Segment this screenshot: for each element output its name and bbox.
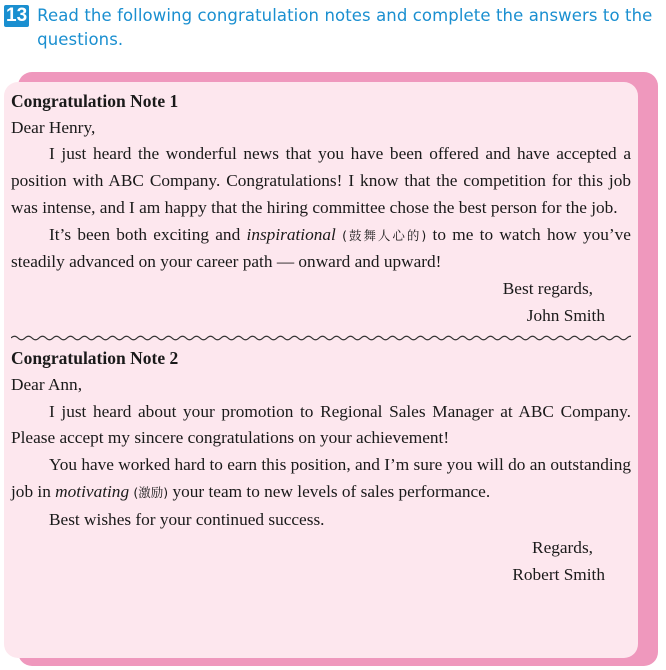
note-2-paragraph-1: I just heard about your promotion to Regional Sales Manager at ABC Company. Please accept my sincere congratulations on your achievement!	[11, 401, 631, 448]
note-2-term-gloss: (激励)	[133, 484, 169, 500]
note-2	[11, 345, 631, 588]
question-instruction: Read the following congratulation notes and complete the answers to the questions.	[37, 6, 653, 49]
note-2-closing: Regards,	[532, 538, 593, 558]
note-1-term-gloss: (鼓舞人心的)	[342, 227, 427, 243]
note-2-title: Congratulation Note 2	[11, 348, 179, 369]
note-1-paragraph-2-end: to me to watch how you’ve steadily advanced on your career path — onward and upward!	[11, 224, 631, 272]
note-1-greeting: Dear Henry,	[11, 117, 96, 137]
wavy-divider	[11, 331, 631, 345]
note-2-key-term: motivating	[55, 481, 130, 501]
question-number-badge: 13	[6, 5, 28, 26]
note-1-paragraph-2	[11, 222, 631, 276]
note-1-signature: John Smith	[526, 305, 605, 325]
note-2-paragraph-3: Best wishes for your continued success.	[49, 509, 325, 529]
note-2-paragraph-2	[11, 452, 631, 506]
note-1-paragraph-2-start: It’s been both exciting and	[49, 224, 247, 244]
question-header	[4, 4, 660, 52]
note-1-paragraph-1: I just heard the wonderful news that you have been offered and have accepted a position with ABC Company. Congratulations! I know that the competition for this job was intense, and I am happy that the hiring committee chose the best person for the job.	[11, 144, 631, 217]
note-2-paragraph-2-end: your team to new levels of sales performance.	[168, 481, 491, 501]
note-1-title: Congratulation Note 1	[11, 91, 179, 111]
notes-card	[4, 82, 638, 658]
note-1	[11, 88, 631, 329]
note-2-paragraph-2-start: You have worked hard to earn this position, and I’m sure you will do an outstanding job in	[11, 455, 631, 501]
note-1-closing: Best regards,	[502, 278, 593, 298]
note-1-key-term: inspirational	[246, 224, 336, 244]
note-2-greeting: Dear Ann,	[11, 375, 83, 395]
note-2-signature: Robert Smith	[512, 564, 605, 584]
notes-content	[11, 88, 631, 589]
